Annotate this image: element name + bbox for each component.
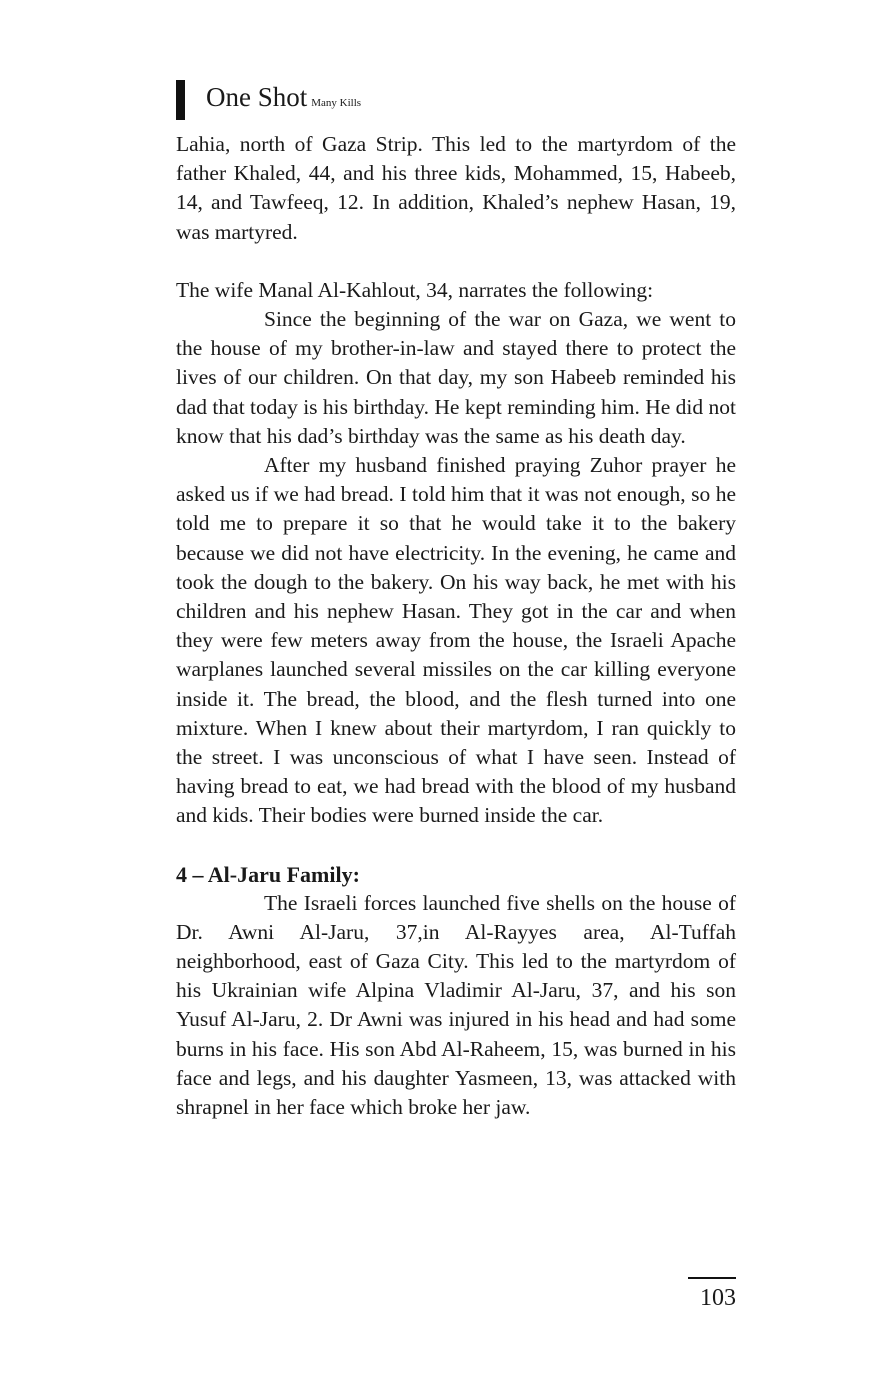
paragraph-narration-intro: The wife Manal Al-Kahlout, 34, narrates the following: (176, 277, 654, 302)
section-heading: 4 – Al-Jaru Family: (176, 861, 360, 887)
running-header (206, 80, 361, 120)
paragraph-al-jaru: The Israeli forces launched five shells on the house of Dr. Awni Al-Jaru, 37,in Al-Rayyes area, Al-Tuffah neighborhood, east of Gaza City. This led to the martyrdom of his Ukrainian wife Alpina Vladimir Al-Jaru, 37, and his son Yusuf Al-Jaru, 2. Dr Awni was injured in his head and had some burns in his face. His son Abd Al-Raheem, 15, was burned in his face and legs, and his daughter Yasmeen, 13, was attacked with shrapnel in her face which broke her jaw. (176, 890, 736, 1120)
running-header-title: One Shot (206, 82, 308, 112)
running-header-subtitle: Many Kills (311, 97, 362, 109)
body-text (176, 130, 736, 1122)
paragraph-continuation: Lahia, north of Gaza Strip. This led to the martyrdom of the father Khaled, 44, and his three kids, Mohammed, 15, Habeeb, 14, and Tawfeeq, 12. In addition, Khaled’s nephew Hasan, 19, was martyred. (176, 132, 736, 244)
page-number: 103 (700, 1285, 736, 1311)
running-header-bar (176, 80, 185, 120)
page-number-rule (688, 1277, 736, 1279)
paragraph-narration-1: Since the beginning of the war on Gaza, we went to the house of my brother-in-law and stayed there to protect the lives of our children. On that day, my son Habeeb reminded his dad that today is his birthday. He kept reminding him. He did not know that his dad’s birthday was the same as his death day. (176, 307, 736, 448)
paragraph-narration-2: After my husband finished praying Zuhor prayer he asked us if we had bread. I told him that it was not enough, so he told me to prepare it so that he would take it to the bakery because we did not have electricity. In the evening, he came and took the dough to the bakery. On his way back, he met with his children and his nephew Hasan. They got in the car and when they were few meters away from the house, the Israeli Apache warplanes launched several missiles on the car killing everyone inside it. The bread, the blood, and the flesh turned into one mixture. When I knew about their martyrdom, I ran quickly to the street. I was unconscious of what I have seen. Instead of having bread to eat, we had bread with the blood of my husband and kids. Their bodies were burned inside the car. (176, 453, 736, 828)
